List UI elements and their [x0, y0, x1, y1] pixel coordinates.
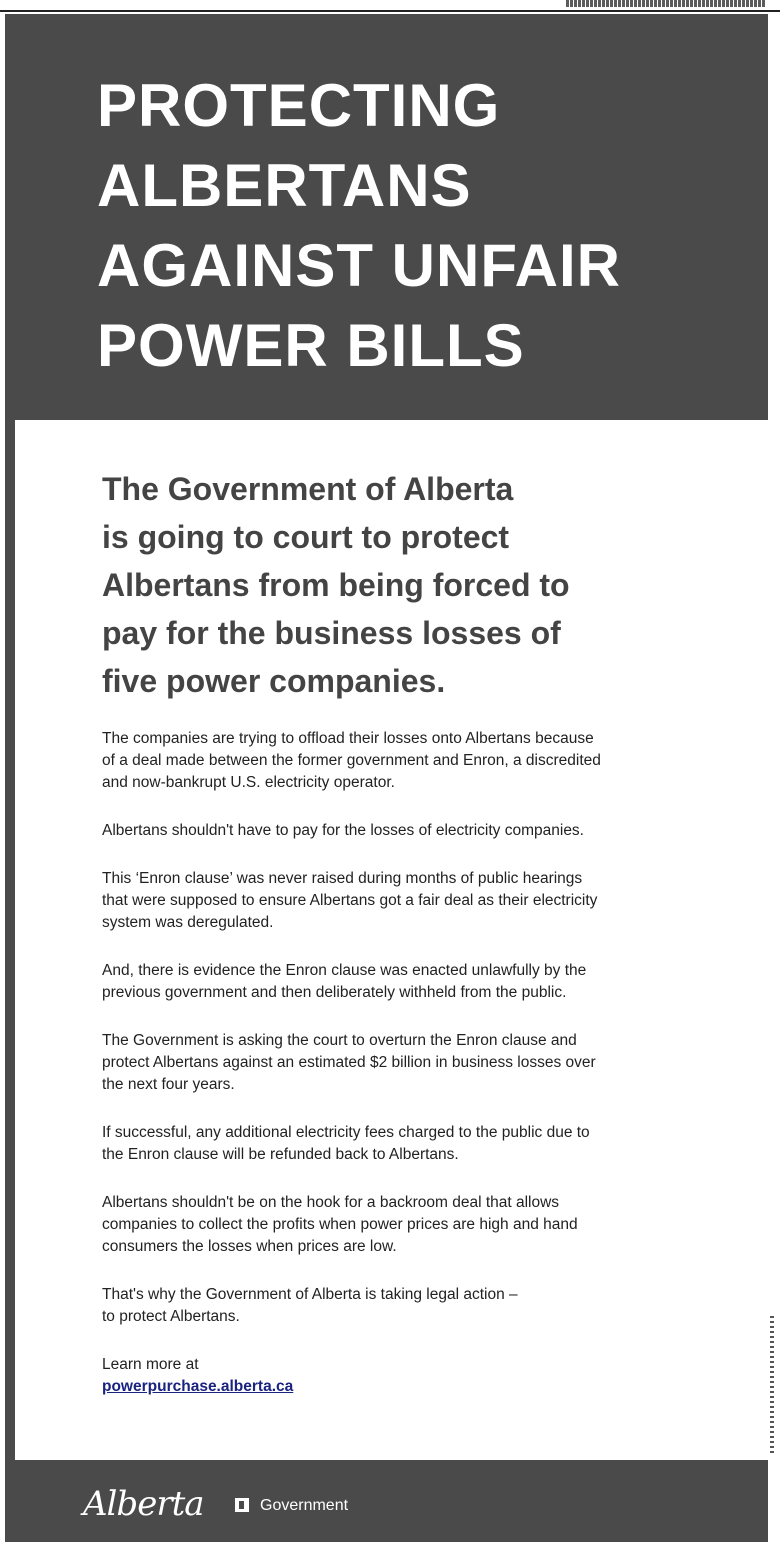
- paragraph-line: Albertans shouldn't be on the hook for a backroom deal that allows: [102, 1194, 560, 1211]
- lede-line: The Government of Alberta: [102, 471, 514, 507]
- paragraph: [102, 1122, 702, 1166]
- footer: [5, 1462, 768, 1542]
- headline-line: POWER BILLS: [97, 312, 525, 379]
- advertisement: [5, 14, 768, 1542]
- paragraph: [102, 960, 702, 1004]
- body-text: [102, 728, 702, 1424]
- paragraph-line: consumers the losses when prices are low.: [102, 1238, 397, 1255]
- paragraph-line: of a deal made between the former government and Enron, a discredited: [102, 752, 601, 769]
- alberta-logo-mark-icon: [235, 1498, 249, 1512]
- paragraph-line: and now-bankrupt U.S. electricity operator.: [102, 774, 395, 791]
- paragraph-line: previous government and then deliberately withheld from the public.: [102, 984, 567, 1001]
- paragraph: [102, 1192, 702, 1258]
- headline: [97, 66, 737, 386]
- paragraph: [102, 820, 702, 842]
- paragraph-line: system was deregulated.: [102, 914, 274, 931]
- lede-line: five power companies.: [102, 663, 446, 699]
- paragraph-line: The companies are trying to offload their losses onto Albertans because: [102, 730, 594, 747]
- learn-more: [102, 1354, 702, 1398]
- paragraph: [102, 1030, 702, 1096]
- lede-line: pay for the business losses of: [102, 615, 561, 651]
- paragraph-line: The Government is asking the court to overturn the Enron clause and: [102, 1032, 577, 1049]
- paragraph: [102, 728, 702, 794]
- paragraph-line: to protect Albertans.: [102, 1308, 240, 1325]
- paragraph-line: And, there is evidence the Enron clause was enacted unlawfully by the: [102, 962, 587, 979]
- paragraph-line: the Enron clause will be refunded back to Albertans.: [102, 1146, 459, 1163]
- content-panel: [15, 420, 770, 1460]
- lede-line: is going to court to protect: [102, 519, 510, 555]
- paragraph-line: This ‘Enron clause’ was never raised during months of public hearings: [102, 870, 583, 887]
- website-link[interactable]: powerpurchase.alberta.ca: [102, 1378, 294, 1395]
- lede-line: Albertans from being forced to: [102, 567, 570, 603]
- paragraph: [102, 1284, 702, 1328]
- top-rule: [0, 10, 780, 12]
- paragraph-line: the next four years.: [102, 1076, 235, 1093]
- headline-line: ALBERTANS: [97, 152, 472, 219]
- paragraph-line: companies to collect the profits when power prices are high and hand: [102, 1216, 578, 1233]
- alberta-logo-script: Alberta: [83, 1484, 204, 1524]
- alberta-logo-government: Government: [260, 1497, 349, 1514]
- paragraph-line: protect Albertans against an estimated $2 billion in business losses over: [102, 1054, 596, 1071]
- paragraph: [102, 868, 702, 934]
- masthead-strip: [566, 0, 766, 7]
- paragraph-line: that were supposed to ensure Albertans got a fair deal as their electricity: [102, 892, 598, 909]
- side-margin-marks: [770, 1316, 774, 1456]
- headline-line: PROTECTING: [97, 72, 501, 139]
- headline-line: AGAINST UNFAIR: [97, 232, 621, 299]
- lede: [102, 465, 722, 705]
- paragraph-line: If successful, any additional electricity fees charged to the public due to: [102, 1124, 590, 1141]
- paragraph-line: Albertans shouldn't have to pay for the losses of electricity companies.: [102, 822, 584, 839]
- learn-more-prefix: Learn more at: [102, 1356, 199, 1373]
- paragraph-line: That's why the Government of Alberta is taking legal action –: [102, 1286, 518, 1303]
